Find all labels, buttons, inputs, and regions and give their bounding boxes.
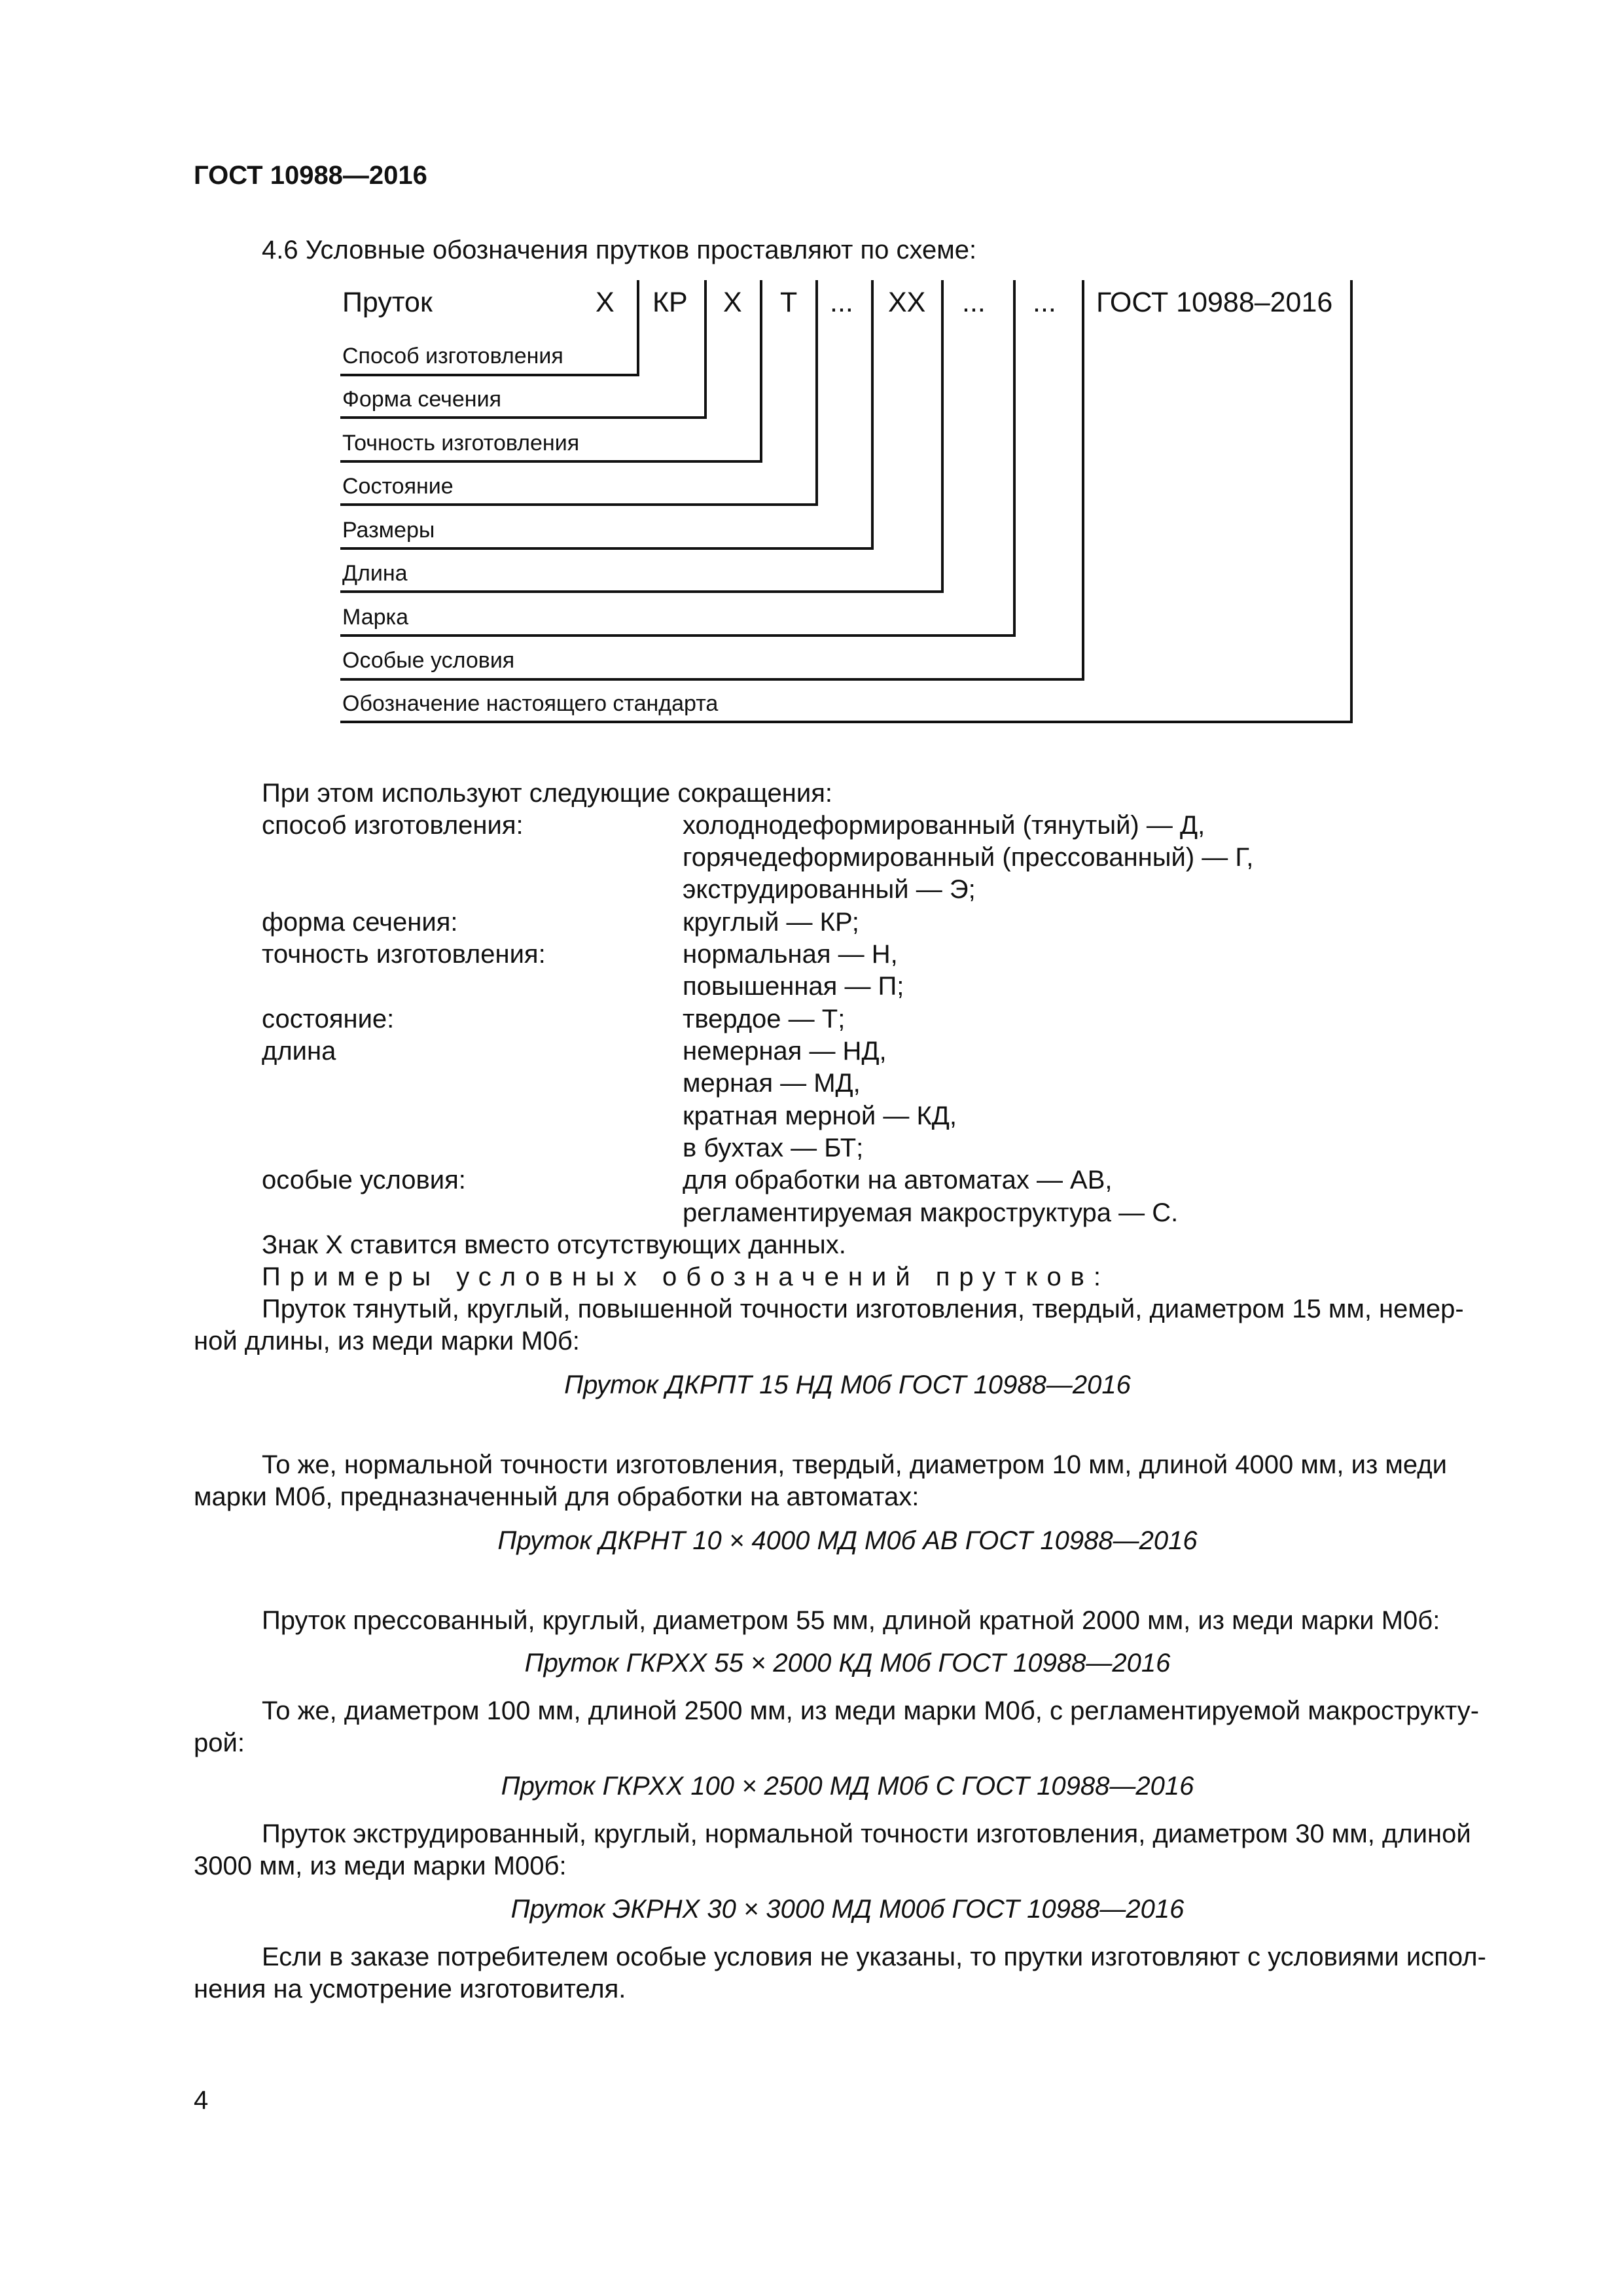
abbrev-term-length: длина xyxy=(262,1037,336,1066)
abbrev-value: мерная — МД, xyxy=(683,1069,861,1098)
abbrev-term-state: состояние: xyxy=(262,1005,395,1033)
example-desc: То же, нормальной точности изготовления, твердый, диаметром 10 мм, длиной 4000 мм, из меди xyxy=(262,1450,1447,1479)
example-desc: Пруток прессованный, круглый, диаметром 55 мм, длиной кратной 2000 мм, из меди марки М0б: xyxy=(262,1606,1440,1635)
x-note: Знак X ставится вместо отсутствующих данных. xyxy=(262,1230,846,1259)
scheme-label-length: Длина xyxy=(342,561,408,586)
example-desc: То же, диаметром 100 мм, длиной 2500 мм, из меди марки М0б, с регламентируемой макрострукту- xyxy=(262,1696,1480,1725)
abbrev-value: для обработки на автоматах — АВ, xyxy=(683,1166,1113,1194)
abbrev-value: круглый — КР; xyxy=(683,908,859,937)
scheme-code-state: Т xyxy=(780,287,798,318)
scheme-label-standard: Обозначение настоящего стандарта xyxy=(342,691,719,716)
example-designation: Пруток ЭКРНХ 30 × 3000 МД М00б ГОСТ 10988—2016 xyxy=(510,1895,1185,1924)
scheme-label-special: Особые условия xyxy=(342,648,515,673)
abbrev-value: холоднодеформированный (тянутый) — Д, xyxy=(683,811,1205,840)
abbrev-value: повышенная — П; xyxy=(683,972,904,1001)
example-desc: рой: xyxy=(194,1729,245,1757)
example-designation: Пруток ГКРХХ 100 × 2500 МД М0б С ГОСТ 10988—2016 xyxy=(501,1772,1194,1801)
scheme-intro: 4.6 Условные обозначения прутков проставляют по схеме: xyxy=(262,236,977,264)
abbrev-intro: При этом используют следующие сокращения: xyxy=(262,779,832,808)
example-designation: Пруток ГКРХХ 55 × 2000 КД М0б ГОСТ 10988—2016 xyxy=(524,1649,1171,1677)
closing-text: Если в заказе потребителем особые условия не указаны, то прутки изготовляют с условиями испол- xyxy=(262,1943,1486,1971)
scheme-label-shape: Форма сечения xyxy=(342,387,501,412)
abbrev-term-accuracy: точность изготовления: xyxy=(262,940,546,969)
abbrev-term-shape: форма сечения: xyxy=(262,908,458,937)
example-desc: Пруток экструдированный, круглый, нормальной точности изготовления, диаметром 30 мм, длиной xyxy=(262,1820,1471,1848)
scheme-code-method: X xyxy=(596,287,615,318)
scheme-standard: ГОСТ 10988–2016 xyxy=(1096,287,1333,318)
scheme-code-shape: КР xyxy=(652,287,688,318)
example-desc: Пруток тянутый, круглый, повышенной точности изготовления, твердый, диаметром 15 мм, немер- xyxy=(262,1295,1464,1323)
scheme-code-length: XX xyxy=(888,287,926,318)
abbrev-value: твердое — Т; xyxy=(683,1005,846,1033)
scheme-label-dimensions: Размеры xyxy=(342,518,435,543)
abbrev-value: в бухтах — БТ; xyxy=(683,1134,864,1162)
scheme-code-dimensions: ... xyxy=(830,287,853,318)
scheme-code-special: ... xyxy=(1033,287,1056,318)
scheme-code-grade: ... xyxy=(962,287,986,318)
closing-text: нения на усмотрение изготовителя. xyxy=(194,1975,626,2003)
abbrev-value: горячедеформированный (прессованный) — Г, xyxy=(683,843,1254,872)
document-header: ГОСТ 10988—2016 xyxy=(194,161,427,190)
example-desc: ной длины, из меди марки М0б: xyxy=(194,1327,580,1355)
examples-heading: Примеры условных обозначений прутков: xyxy=(262,1263,1111,1291)
example-desc: марки М0б, предназначенный для обработки на автоматах: xyxy=(194,1482,919,1511)
scheme-label-accuracy: Точность изготовления xyxy=(342,431,580,456)
scheme-product: Пруток xyxy=(342,287,433,318)
scheme-label-method: Способ изготовления xyxy=(342,344,563,368)
page-number: 4 xyxy=(194,2086,209,2115)
abbrev-value: нормальная — Н, xyxy=(683,940,898,969)
abbrev-term-method: способ изготовления: xyxy=(262,811,524,840)
example-desc: 3000 мм, из меди марки М00б: xyxy=(194,1852,567,1880)
scheme-label-grade: Марка xyxy=(342,605,409,630)
scheme-code-accuracy: X xyxy=(723,287,742,318)
abbrev-term-special: особые условия: xyxy=(262,1166,466,1194)
scheme-label-state: Состояние xyxy=(342,474,454,499)
abbrev-value: регламентируемая макроструктура — С. xyxy=(683,1198,1179,1227)
abbrev-value: немерная — НД, xyxy=(683,1037,887,1066)
example-designation: Пруток ДКРПТ 15 НД М0б ГОСТ 10988—2016 xyxy=(564,1371,1131,1399)
abbrev-value: экструдированный — Э; xyxy=(683,875,976,904)
example-designation: Пруток ДКРНТ 10 × 4000 МД М0б АВ ГОСТ 10988—2016 xyxy=(497,1526,1198,1555)
abbrev-value: кратная мерной — КД, xyxy=(683,1102,957,1130)
